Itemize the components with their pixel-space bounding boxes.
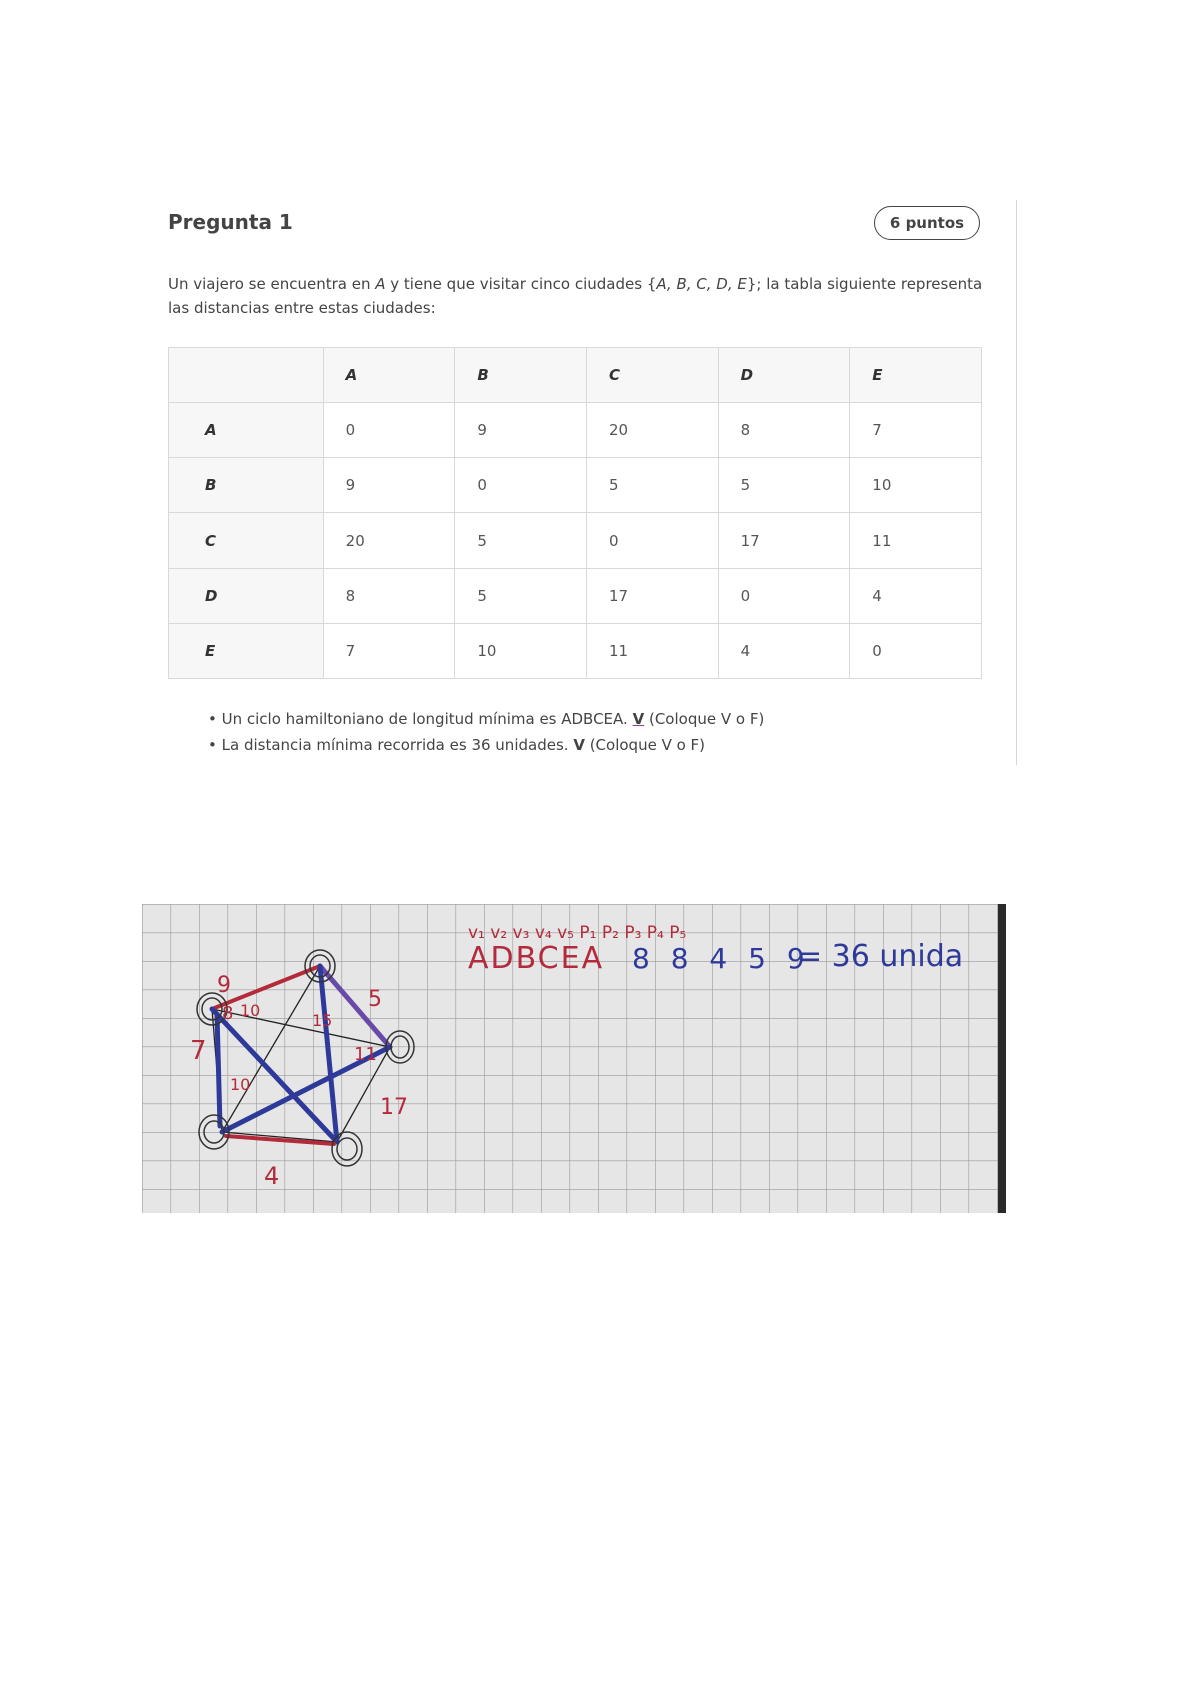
table-cell: 5 [455,513,587,568]
edge-label: 9 [217,973,231,998]
points-badge: 6 puntos [874,206,980,240]
table-cell: 10 [850,458,982,513]
result-text: = 36 unida [797,939,964,974]
table-header-row [169,348,982,403]
table-row [169,568,982,623]
answer-hint: (Coloque V o F) [648,710,765,728]
answer-mark: V [632,710,645,728]
edge-label: 17 [380,1095,408,1120]
notebook-edge [998,904,1006,1213]
answer-item: • La distancia mínima recorrida es 36 unidades. V (Coloque V o F) [208,736,706,754]
table-cell: 9 [323,458,455,513]
edge-label: 10 [230,1075,251,1094]
column-header: A [323,348,455,403]
statement-text: y tiene que visitar cinco ciudades { [385,275,657,293]
edge-label: 5 [368,987,382,1012]
row-header: D [169,568,324,623]
vertex-sequence-labels: v₁ v₂ v₃ v₄ v₅ P₁ P₂ P₃ P₄ P₅ [468,923,687,943]
answer-mark: V [573,736,585,754]
table-cell: 20 [323,513,455,568]
edge-label: 15 [312,1011,333,1030]
question-title: Pregunta 1 [168,210,293,234]
statement-set: A, B, C, D, E [656,275,747,293]
row-header: C [169,513,324,568]
row-header: E [169,623,324,678]
table-cell: 0 [718,568,850,623]
handwritten-photo [142,904,1006,1213]
table-corner [169,348,324,403]
answer-text: La distancia mínima recorrida es 36 unidades. [221,736,569,754]
edge-label: 8 [222,1003,234,1024]
table-cell: 11 [586,623,718,678]
table-cell: 0 [323,403,455,458]
table-cell: 7 [850,403,982,458]
column-divider [1016,200,1017,765]
sum-values: 8 8 4 5 9 [632,942,811,975]
table-cell: 20 [586,403,718,458]
column-header: C [586,348,718,403]
statement-text: Un viajero se encuentra en [168,275,376,293]
table-cell: 8 [323,568,455,623]
distance-table [168,347,982,679]
table-cell: 5 [718,458,850,513]
table-row [169,403,982,458]
row-header: A [169,403,324,458]
edge-label: 11 [354,1044,377,1065]
table-row [169,623,982,678]
table-cell: 17 [718,513,850,568]
table-row [169,513,982,568]
table-cell: 11 [850,513,982,568]
column-header: B [455,348,587,403]
edge-label: 10 [240,1001,261,1020]
table-cell: 9 [455,403,587,458]
answer-text: Un ciclo hamiltoniano de longitud mínima es ADBCEA. [221,710,628,728]
column-header: E [850,348,982,403]
edge-label: 7 [190,1036,207,1066]
table-cell: 8 [718,403,850,458]
answer-hint: (Coloque V o F) [589,736,706,754]
table-cell: 4 [850,568,982,623]
table-cell: 17 [586,568,718,623]
table-cell: 10 [455,623,587,678]
table-cell: 4 [718,623,850,678]
table-row [169,458,982,513]
table-cell: 0 [455,458,587,513]
table-cell: 0 [850,623,982,678]
edge-label: 4 [264,1162,280,1190]
statement-city: A [375,275,386,293]
column-header: D [718,348,850,403]
route-text: ADBCEA [468,941,605,976]
question-statement [168,272,983,320]
table-cell: 7 [323,623,455,678]
table-cell: 5 [455,568,587,623]
table-cell: 0 [586,513,718,568]
row-header: B [169,458,324,513]
table-cell: 5 [586,458,718,513]
answer-list [208,706,764,758]
notebook-graph-svg [142,904,1006,1213]
statement-text: }; la tabla siguiente representa las distancias entre estas ciudades: [168,275,983,317]
answer-item: • Un ciclo hamiltoniano de longitud mínima es ADBCEA. V (Coloque V o F) [208,710,765,728]
